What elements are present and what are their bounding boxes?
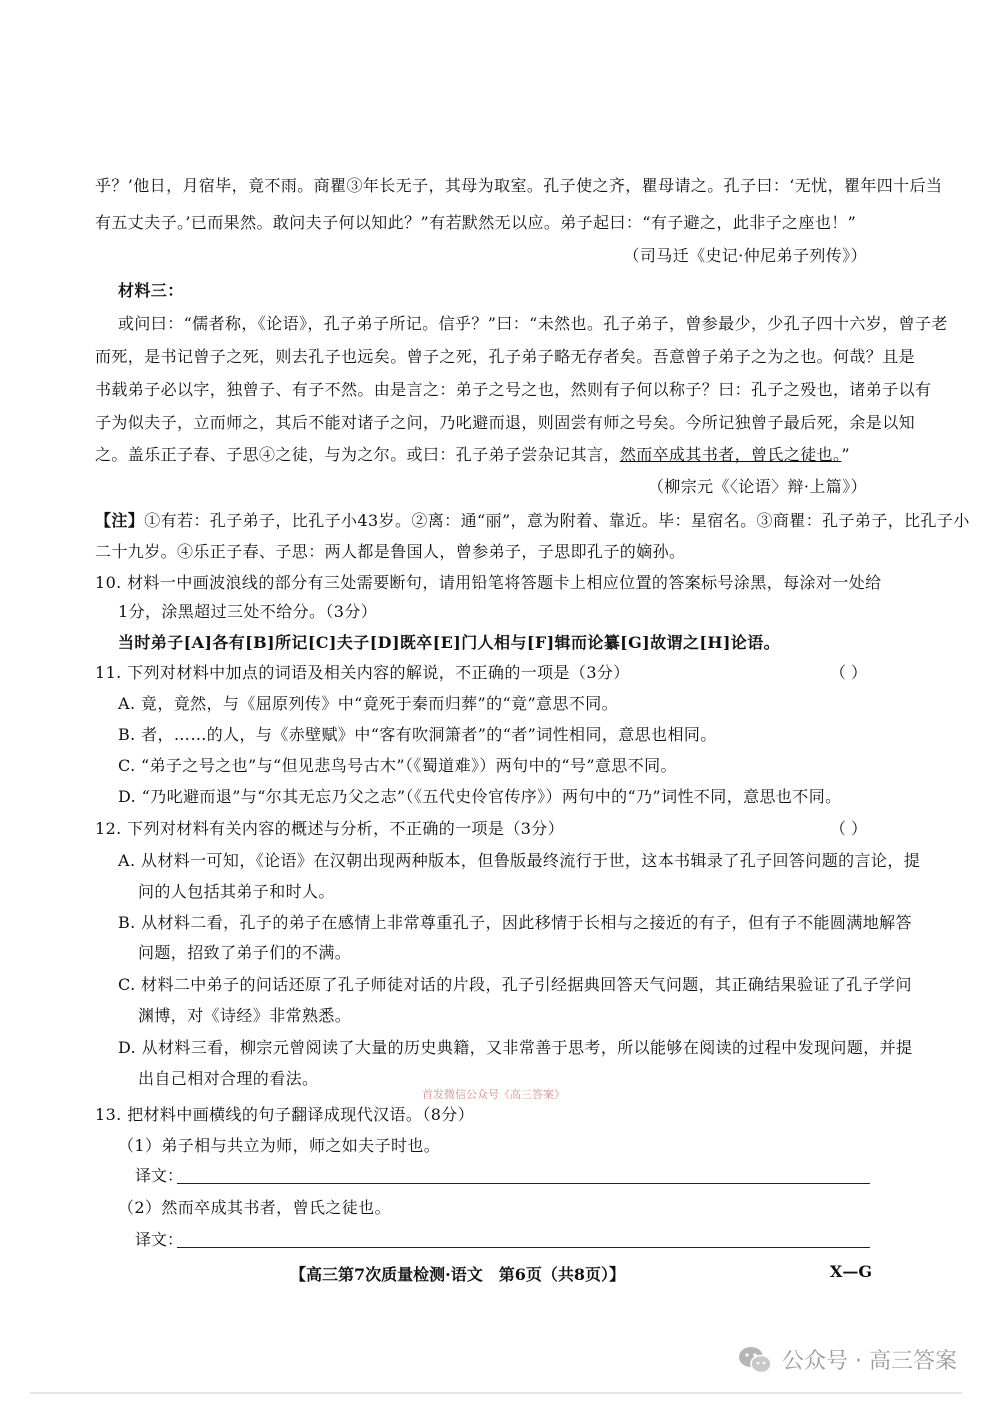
note-line-2: 二十九岁。④乐正子春、子思：两人都是鲁国人，曾参弟子，子思即孔子的嫡孙。 (95, 542, 686, 561)
q10-line-1: 10. 材料一中画波浪线的部分有三处需要断句，请用铅笔将答题卡上相应位置的答案标号涂黑，每涂对一处给 (95, 573, 882, 592)
material2-line-2: 有五丈夫子。’已而果然。敢问夫子何以知此？”有若默然无以应。弟子起曰：“有子避之，此非子之座也！” (95, 213, 857, 232)
note-line-1 (95, 510, 970, 532)
q11-option-b: B. 者，……的人，与《赤壁赋》中“客有吹洞箫者”的“者”词性相同，意思也相同。 (118, 725, 717, 744)
q12-option-b-line-1: B. 从材料二看，孔子的弟子在感情上非常尊重孔子，因此移情于长相与之接近的有子，但有子不能圆满地解答 (118, 913, 912, 932)
material3-heading: 材料三： (118, 281, 184, 300)
q12-option-a-line-1: A. 从材料一可知，《论语》在汉朝出现两种版本，但鲁版最终流行于世，这本书辑录了孔子回答问题的言论，提 (118, 851, 921, 870)
material3-line-4: 子为似夫子，立而师之，其后不能对诸子之问，乃叱避而退，则固尝有师之号矣。今所记独曾子最后死，余是以知 (95, 413, 916, 432)
q12-option-d-line-2: 出自己相对合理的看法。 (138, 1069, 319, 1088)
q13-answer-2[interactable] (135, 1229, 870, 1251)
q10-sentence: 当时弟子[A]各有[B]所记[C]夫子[D]既卒[E]门人相与[F]辑而论纂[G]故谓之[H]论语。 (118, 633, 781, 652)
material3-line-5c: ” (841, 445, 851, 464)
material2-line-1: 乎？’他日，月宿毕，竟不雨。商瞿③年长无子，其母为取室。孔子使之齐，瞿母请之。孔子曰：‘无忧，瞿年四十后当 (95, 176, 943, 195)
page-bottom-edge (30, 1392, 962, 1394)
wechat-watermark (738, 1344, 957, 1375)
q12-stem: 12. 下列对材料有关内容的概述与分析，不正确的一项是（3分） (95, 819, 565, 838)
q11-option-d: D. “乃叱避而退”与“尔其无忘乃父之志”（《五代史伶官传序》）两句中的“乃”词性不同，意思也不同。 (118, 787, 842, 806)
q13-sentence-2: （2）然而卒成其书者，曾氏之徒也。 (118, 1198, 391, 1217)
note-label: 【注】 (95, 511, 145, 530)
material3-underlined-sentence: 然而卒成其书者，曾氏之徒也。 (619, 445, 842, 464)
wechat-icon (738, 1346, 772, 1374)
q11-answer-paren[interactable]: （ ） (829, 663, 867, 682)
q11-stem: 11. 下列对材料中加点的词语及相关内容的解说，不正确的一项是（3分） (95, 663, 630, 682)
q11-option-a: A. 竟，竟然，与《屈原列传》中“竟死于秦而归葬”的“竟”意思不同。 (118, 694, 619, 713)
note-text-1: ①有若：孔子弟子，比孔子小43岁。②离：通“丽”，意为附着、靠近。毕：星宿名。③商瞿：孔子弟子，比孔子小 (144, 511, 970, 530)
material3-line-1: 或问曰：“儒者称，《论语》，孔子弟子所记。信乎？”曰：“未然也。孔子弟子，曾参最少，少孔子四十六岁，曾子老 (118, 314, 948, 333)
material3-line-3: 书载弟子必以字，独曾子、有子不然。由是言之：弟子之号之也，然则有子何以称子？曰：孔子之殁也，诸弟子以有 (95, 380, 932, 399)
material2-source: （司马迁《史记·仲尼弟子列传》） (623, 246, 867, 265)
q12-option-b-line-2: 问题，招致了弟子们的不满。 (138, 943, 352, 962)
q12-option-c-line-2: 渊博，对《诗经》非常熟悉。 (138, 1006, 352, 1025)
material3-source: （柳宗元《〈论语〉辩·上篇》） (647, 477, 867, 496)
q13-answer-1-rule (177, 1183, 870, 1184)
q13-answer-1-label: 译文： (135, 1166, 184, 1185)
q13-answer-2-label: 译文： (135, 1230, 184, 1249)
wechat-account-text: 公众号 · 高三答案 (782, 1349, 957, 1374)
q12-answer-paren[interactable]: （ ） (829, 819, 867, 838)
q13-answer-2-rule (177, 1247, 870, 1248)
material3-line-5 (95, 444, 875, 466)
material3-line-5a: 之。盖乐正子春、子思④之徒，与为之尔。或曰：孔子弟子尝杂记其言， (95, 445, 620, 464)
page-footer-title: 【高三第7次质量检测·语文 第6页（共8页）】 (290, 1265, 625, 1284)
q11-option-c: C. “弟子之号之也”与“但见悲鸟号古木”（《蜀道难》）两句中的“号”意思不同。 (118, 756, 677, 775)
q12-option-d-line-1: D. 从材料三看，柳宗元曾阅读了大量的历史典籍，又非常善于思考，所以能够在阅读的过程中发现问题，并提 (118, 1038, 913, 1057)
q12-option-a-line-2: 问的人包括其弟子和时人。 (138, 882, 335, 901)
q10-line-2: 1分，涂黑超过三处不给分。（3分） (118, 602, 378, 621)
material3-line-2: 而死，是书记曾子之死，则去孔子也远矣。曾子之死，孔子弟子略无存者矣。吾意曾子弟子之为之也。何哉？且是 (95, 347, 916, 366)
q13-stem: 13. 把材料中画横线的句子翻译成现代汉语。（8分） (95, 1105, 475, 1124)
q13-sentence-1: （1）弟子相与共立为师，师之如夫子时也。 (118, 1136, 441, 1155)
watermark-text: 首发微信公众号《高三答案》 (422, 1088, 565, 1101)
page-footer-code: X—G (829, 1262, 872, 1281)
q13-answer-1[interactable] (135, 1165, 870, 1187)
q12-option-c-line-1: C. 材料二中弟子的问话还原了孔子师徒对话的片段，孔子引经据典回答天气问题，其正确结果验证了孔子学问 (118, 975, 912, 994)
